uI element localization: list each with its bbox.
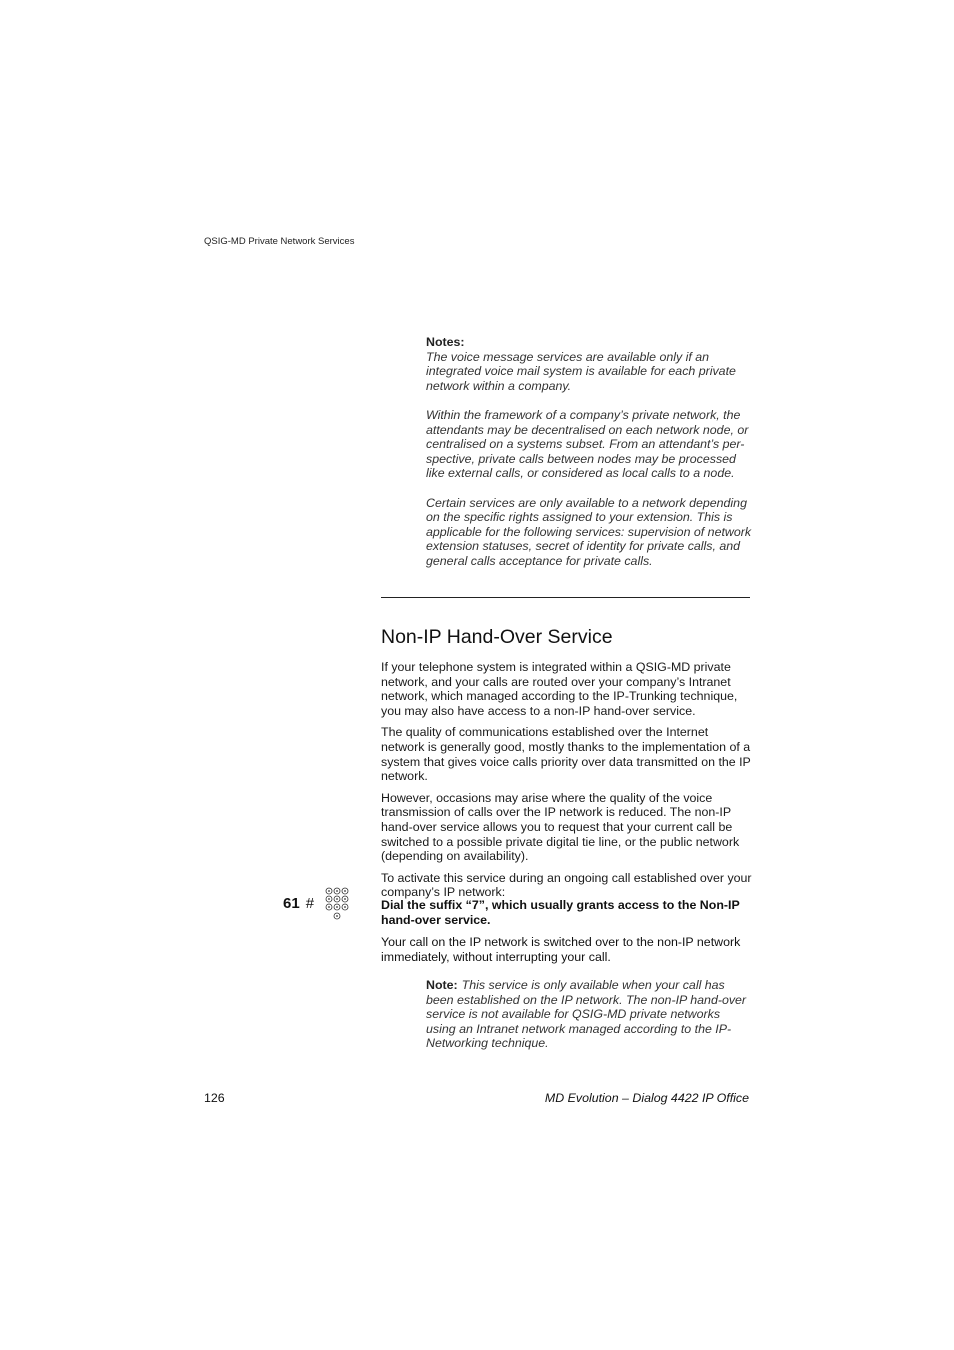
step-instruction: Dial the suffix “7”, which usually grants access to the Non-IP hand-over service. [381,898,740,927]
notes-paragraph: The voice message services are available only if an integrated voice mail system is available for each private network within a company. [426,349,736,393]
page-number: 126 [204,1091,225,1105]
note-block [426,978,752,1051]
note-label: Note: [426,978,458,992]
section-divider [381,597,750,598]
body-paragraph: The quality of communications established over the Internet network is generally good, mostly thanks to the implementation of a system that gives voice calls priority over data transmitted on the IP network. [381,725,751,784]
notes-block [426,335,752,583]
notes-heading: Notes: [426,335,465,349]
body-paragraph: However, occasions may arise where the quality of the voice transmission of calls over the IP network is reduced. The non-IP hand-over service allows you to request that your current call be switched to a possible private digital tie line, or the public network (depending on availability). [381,790,740,864]
notes-paragraph: Certain services are only available to a network depending on the specific rights assigned to your extension. This is applicable for the following services: supervision of network extension statuses, secret of identity for private calls, and general calls acceptance for private calls. [426,495,752,568]
footer-doc-title: MD Evolution – Dialog 4422 IP Office [544,1091,749,1105]
notes-paragraph: Within the framework of a company’s private network, the attendants may be decentralised on each network node, or centralised on a systems subset. From an attendant’s per-spective, private calls between nodes may be processed like external calls, or considered as local calls to a node. [426,407,749,481]
body-paragraph: To activate this service during an ongoing call established over your company’s IP network: [381,870,752,900]
note-text: This service is only available when your call has been established on the IP network. The non-IP hand-over service is not available for QSIG-MD private networks using an Intranet network managed according to the IP-Networking technique. [426,978,747,1051]
hash-key: # [305,895,315,912]
running-header: QSIG-MD Private Network Services [204,236,355,247]
body-paragraph: If your telephone system is integrated within a QSIG-MD private network, and your calls are routed over your company’s Intranet network, which managed according to the IP-Trunking technique, you may also have access to a non-IP hand-over service. [381,660,738,718]
section-title: Non-IP Hand-Over Service [381,626,613,648]
keypad-icon [325,887,351,928]
step-code [283,895,314,912]
step-result: Your call on the IP network is switched over to the non-IP network immediately, without interrupting your call. [381,935,741,964]
section-body [381,660,753,907]
step-digits: 61 [283,895,300,912]
